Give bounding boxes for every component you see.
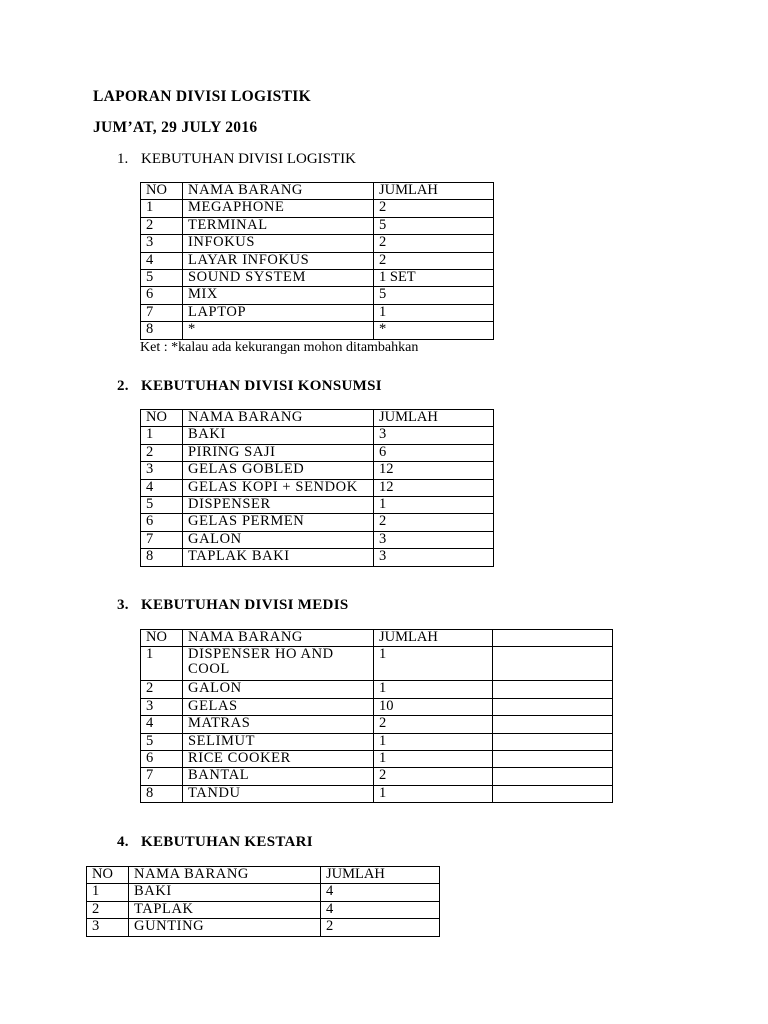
extra-cell (493, 681, 613, 698)
section-title: KEBUTUHAN DIVISI MEDIS (141, 597, 349, 613)
item-name-cell: MEGAPHONE (183, 200, 374, 217)
table-row (141, 444, 494, 461)
item-name-cell: BAKI (183, 427, 374, 444)
section-title: KEBUTUHAN KESTARI (141, 834, 313, 850)
quantity-cell: 1 (374, 681, 493, 698)
no-cell: 7 (141, 768, 183, 785)
item-name-cell: BAKI (129, 884, 321, 901)
extra-cell (493, 785, 613, 802)
header-cell (493, 630, 613, 647)
table-row (141, 785, 613, 802)
section-4-heading (117, 834, 313, 851)
no-cell: 2 (141, 681, 183, 698)
header-cell: NO (141, 410, 183, 427)
no-cell: 3 (141, 698, 183, 715)
quantity-cell: 2 (321, 919, 440, 936)
section-1-heading (117, 151, 356, 168)
item-name-cell: TAPLAK BAKI (183, 549, 374, 566)
quantity-cell: 4 (321, 901, 440, 918)
table-row (141, 252, 494, 269)
quantity-cell: 2 (374, 252, 494, 269)
document-title: LAPORAN DIVISI LOGISTIK (93, 88, 311, 105)
item-name-cell: GELAS GOBLED (183, 462, 374, 479)
quantity-cell: 2 (374, 235, 494, 252)
item-name-cell: SELIMUT (183, 733, 374, 750)
section-title: KEBUTUHAN DIVISI KONSUMSI (141, 378, 382, 394)
quantity-cell: 6 (374, 444, 494, 461)
table-header-row (141, 183, 494, 200)
section-2-heading (117, 378, 382, 395)
table-row (141, 479, 494, 496)
item-name-cell: TERMINAL (183, 217, 374, 234)
item-name-cell: * (183, 322, 374, 339)
quantity-cell: 1 (374, 750, 493, 767)
quantity-cell: 5 (374, 287, 494, 304)
item-name-cell: RICE COOKER (183, 750, 374, 767)
quantity-cell: 12 (374, 479, 494, 496)
item-name-cell: GELAS KOPI + SENDOK (183, 479, 374, 496)
table-body (87, 867, 440, 937)
header-cell: JUMLAH (374, 183, 494, 200)
extra-cell (493, 698, 613, 715)
header-cell: JUMLAH (374, 410, 494, 427)
table-row (141, 462, 494, 479)
no-cell: 4 (141, 716, 183, 733)
table-row (87, 884, 440, 901)
no-cell: 3 (141, 462, 183, 479)
quantity-cell: 2 (374, 768, 493, 785)
table-row (141, 217, 494, 234)
quantity-cell: 1 (374, 733, 493, 750)
table-row (87, 919, 440, 936)
item-name-cell: DISPENSER HO AND COOL (183, 647, 374, 681)
medis-table (140, 629, 613, 803)
no-cell: 4 (141, 479, 183, 496)
quantity-cell: 12 (374, 462, 494, 479)
item-name-cell: INFOKUS (183, 235, 374, 252)
table-row (141, 549, 494, 566)
table-row (141, 647, 613, 681)
table-row (141, 200, 494, 217)
table-header-row (141, 410, 494, 427)
no-cell: 2 (87, 901, 129, 918)
extra-cell (493, 768, 613, 785)
section-3-heading (117, 597, 348, 614)
table-row (141, 269, 494, 286)
extra-cell (493, 750, 613, 767)
quantity-cell: 3 (374, 427, 494, 444)
no-cell: 3 (141, 235, 183, 252)
table-row (141, 514, 494, 531)
item-name-cell: GALON (183, 531, 374, 548)
no-cell: 1 (141, 200, 183, 217)
quantity-cell: * (374, 322, 494, 339)
extra-cell (493, 716, 613, 733)
no-cell: 3 (87, 919, 129, 936)
table-row (141, 768, 613, 785)
no-cell: 2 (141, 217, 183, 234)
section-title: KEBUTUHAN DIVISI LOGISTIK (141, 151, 356, 167)
header-cell: NAMA BARANG (129, 867, 321, 884)
item-name-cell: PIRING SAJI (183, 444, 374, 461)
item-name-cell: GALON (183, 681, 374, 698)
item-name-cell: TANDU (183, 785, 374, 802)
header-cell: NO (87, 867, 129, 884)
table-row (141, 287, 494, 304)
no-cell: 5 (141, 733, 183, 750)
no-cell: 1 (141, 647, 183, 681)
section-number: 3. (117, 597, 129, 613)
header-cell: NAMA BARANG (183, 410, 374, 427)
no-cell: 6 (141, 514, 183, 531)
no-cell: 1 (87, 884, 129, 901)
table-body (141, 630, 613, 803)
no-cell: 5 (141, 269, 183, 286)
header-cell: NAMA BARANG (183, 630, 374, 647)
table-row (141, 304, 494, 321)
item-name-cell: DISPENSER (183, 496, 374, 513)
logistik-table (140, 182, 494, 340)
konsumsi-table (140, 409, 494, 567)
section-number: 1. (117, 151, 129, 167)
no-cell: 7 (141, 304, 183, 321)
header-cell: NO (141, 630, 183, 647)
table-header-row (87, 867, 440, 884)
table-row (141, 716, 613, 733)
quantity-cell: 1 SET (374, 269, 494, 286)
item-name-cell: MATRAS (183, 716, 374, 733)
no-cell: 4 (141, 252, 183, 269)
header-cell: JUMLAH (321, 867, 440, 884)
section-number: 4. (117, 834, 129, 850)
table-row (141, 322, 494, 339)
quantity-cell: 2 (374, 200, 494, 217)
quantity-cell: 1 (374, 785, 493, 802)
quantity-cell: 10 (374, 698, 493, 715)
item-name-cell: LAYAR INFOKUS (183, 252, 374, 269)
no-cell: 8 (141, 322, 183, 339)
header-cell: NAMA BARANG (183, 183, 374, 200)
no-cell: 7 (141, 531, 183, 548)
item-name-cell: MIX (183, 287, 374, 304)
no-cell: 1 (141, 427, 183, 444)
table-row (141, 681, 613, 698)
table-row (141, 496, 494, 513)
table-note: Ket : *kalau ada kekurangan mohon ditambahkan (140, 340, 419, 355)
item-name-cell: BANTAL (183, 768, 374, 785)
no-cell: 2 (141, 444, 183, 461)
quantity-cell: 5 (374, 217, 494, 234)
table-header-row (141, 630, 613, 647)
quantity-cell: 2 (374, 514, 494, 531)
table-row (141, 427, 494, 444)
extra-cell (493, 733, 613, 750)
document-date: JUM’AT, 29 JULY 2016 (93, 119, 258, 136)
section-number: 2. (117, 378, 129, 394)
no-cell: 8 (141, 549, 183, 566)
no-cell: 6 (141, 750, 183, 767)
table-row (141, 698, 613, 715)
item-name-cell: TAPLAK (129, 901, 321, 918)
item-name-cell: LAPTOP (183, 304, 374, 321)
item-name-cell: SOUND SYSTEM (183, 269, 374, 286)
table-body (141, 183, 494, 340)
table-row (87, 901, 440, 918)
header-cell: JUMLAH (374, 630, 493, 647)
extra-cell (493, 647, 613, 681)
quantity-cell: 3 (374, 549, 494, 566)
kestari-table (86, 866, 440, 937)
no-cell: 6 (141, 287, 183, 304)
item-name-cell: GELAS (183, 698, 374, 715)
quantity-cell: 3 (374, 531, 494, 548)
item-name-cell: GUNTING (129, 919, 321, 936)
quantity-cell: 4 (321, 884, 440, 901)
quantity-cell: 1 (374, 496, 494, 513)
no-cell: 8 (141, 785, 183, 802)
quantity-cell: 2 (374, 716, 493, 733)
no-cell: 5 (141, 496, 183, 513)
table-row (141, 531, 494, 548)
header-cell: NO (141, 183, 183, 200)
quantity-cell: 1 (374, 304, 494, 321)
table-body (141, 410, 494, 567)
table-row (141, 733, 613, 750)
table-row (141, 750, 613, 767)
table-row (141, 235, 494, 252)
quantity-cell: 1 (374, 647, 493, 681)
item-name-cell: GELAS PERMEN (183, 514, 374, 531)
